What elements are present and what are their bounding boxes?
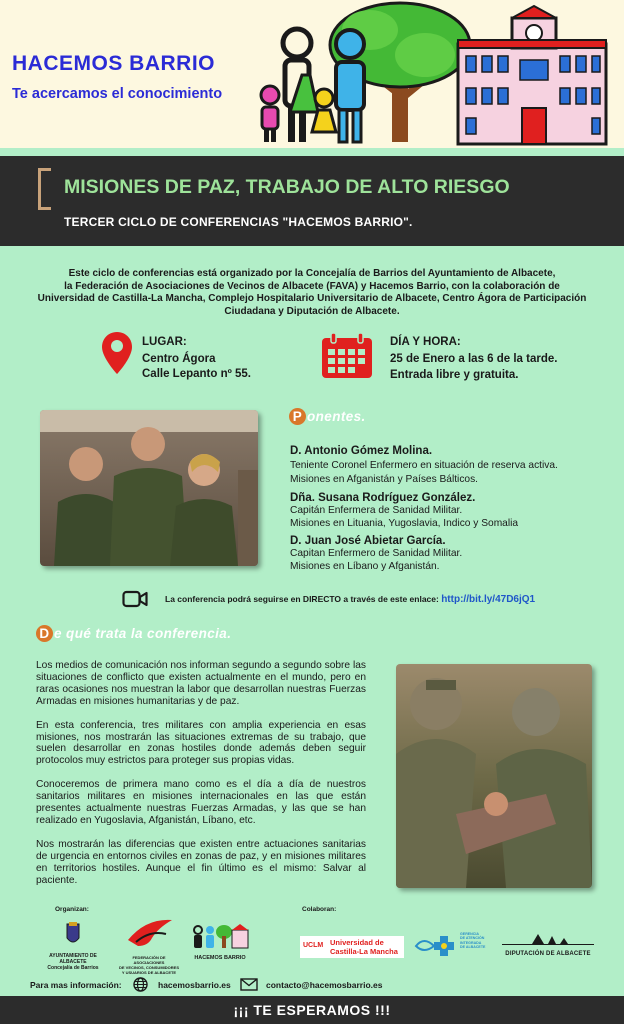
fava-logo bbox=[118, 916, 180, 975]
intro-line: Ciudadana y Diputación de Albacete. bbox=[224, 305, 400, 317]
speaker-missions: Misiones en Lituania, Yugoslavia, Indico y Somalia bbox=[290, 518, 519, 529]
place-address: Calle Lepanto nº 55. bbox=[142, 368, 252, 380]
intro-line: Este ciclo de conferencias está organizado por la Concejalía de Barrios del Ayuntamiento de Albacete, bbox=[68, 268, 556, 279]
envelope-icon bbox=[240, 978, 258, 991]
speaker-role: Capitán Enfermera de Sanidad Militar. bbox=[290, 505, 463, 516]
logo-caption: FEDERACIÓN DE ASOCIACIONES bbox=[132, 955, 166, 965]
gerencia-text: INTEGRADA bbox=[460, 940, 482, 945]
closing-message: ¡¡¡ TE ESPERAMOS !!! bbox=[233, 1002, 391, 1018]
speakers-heading bbox=[289, 408, 366, 425]
video-camera-icon bbox=[122, 590, 148, 608]
uclm-name: Universidad de bbox=[330, 938, 384, 947]
logo-caption: DE VECINOS, CONSUMIDORES Y USUARIOS DE ALBACETE bbox=[118, 965, 179, 975]
header-illustration bbox=[250, 0, 624, 148]
bird-icon bbox=[118, 916, 180, 950]
brand-subtitle: Te acercamos el conocimiento bbox=[12, 86, 223, 102]
logo-caption: AYUNTAMIENTO DE ALBACETE bbox=[49, 953, 97, 965]
diputacion-name: DIPUTACIÓN DE ALBACETE bbox=[505, 951, 591, 957]
speaker-name: Dña. Susana Rodríguez González. bbox=[290, 492, 476, 504]
speaker-missions: Misiones en Líbano y Afganistán. bbox=[290, 561, 440, 572]
diputacion-logo bbox=[502, 932, 594, 957]
logo-caption: Concejalía de Barrios bbox=[47, 965, 99, 971]
gerencia-text: DE ALBACETE bbox=[460, 945, 486, 950]
heading-text: e qué trata la conferencia. bbox=[54, 626, 232, 641]
map-pin-icon bbox=[100, 330, 134, 376]
uclm-logo bbox=[300, 936, 404, 958]
ayuntamiento-logo bbox=[40, 922, 106, 971]
about-paragraph: En esta conferencia, tres militares con amplia experiencia en esas misiones, nos mostrarán las situaciones extremas de su trabajo, que suelen desarrollar en zonas hostiles donde además deben seguir protocolos muy estrictos para proteger sus propias vidas. bbox=[36, 719, 366, 767]
website-link[interactable]: hacemosbarrio.es bbox=[158, 980, 231, 990]
about-paragraph: Conoceremos de primera mano como es el día a día de nuestros sanitarios militares en misiones internacionales en las que están presentes actualmente nuestras Fuerzas Armadas, y las que se han realizado en Yugoslavia, Afganistán, Líbano, etc. bbox=[36, 779, 366, 826]
intro-line: Universidad de Castilla-La Mancha, Complejo Hospitalario Universitario de Albacete, Centro Ágora de Participación bbox=[37, 293, 587, 304]
diputacion-emblem-icon bbox=[502, 932, 594, 946]
event-subtitle: TERCER CICLO DE CONFERENCIAS "HACEMOS BARRIO". bbox=[64, 215, 413, 229]
stream-text: La conferencia podrá seguirse en DIRECTO a través de este enlace: bbox=[165, 594, 442, 604]
intro-line: la Federación de Asociaciones de Vecinos de Albacete (FAVA) y Hacemos Barrio, con la colaboración de bbox=[64, 280, 560, 292]
about-heading bbox=[36, 625, 231, 642]
entry-info: Entrada libre y gratuita. bbox=[390, 369, 519, 381]
collaborators-label: Colaboran: bbox=[302, 906, 337, 913]
date-label: DÍA Y HORA: bbox=[390, 336, 461, 348]
event-title: MISIONES DE PAZ, TRABAJO DE ALTO RIESGO bbox=[64, 176, 510, 198]
speakers-photo bbox=[40, 410, 258, 566]
soldiers-photo bbox=[396, 664, 592, 888]
logo-caption: HACEMOS BARRIO bbox=[194, 955, 246, 961]
place-label: LUGAR: bbox=[142, 336, 187, 348]
health-emblem-icon bbox=[414, 934, 458, 956]
uclm-mark: UCLM bbox=[303, 942, 324, 949]
uclm-name: Castilla-La Mancha bbox=[330, 947, 398, 956]
intro-text bbox=[20, 268, 604, 318]
speaker-missions: Misiones en Afganistán y Países Bálticos. bbox=[290, 474, 479, 485]
hacemos-barrio-logo bbox=[190, 922, 250, 961]
organizers-label: Organizan: bbox=[55, 906, 89, 913]
stream-info bbox=[165, 594, 535, 605]
info-label: Para mas información: bbox=[30, 980, 122, 990]
date-time: 25 de Enero a las 6 de la tarde. bbox=[390, 353, 558, 365]
speaker-name: D. Juan José Abietar García. bbox=[290, 535, 446, 547]
globe-icon bbox=[133, 977, 148, 992]
brand-title: HACEMOS BARRIO bbox=[12, 52, 216, 75]
email-link[interactable]: contacto@hacemosbarrio.es bbox=[266, 980, 383, 990]
coat-of-arms-icon bbox=[40, 922, 106, 948]
about-paragraph: Los medios de comunicación nos informan segundo a segundo sobre las situaciones de conflicto que existen actualmente en el mundo, pero en raras ocasiones nos muestran la labor que desarrollan nuestras Fuerzas Armadas en misiones humanitarias y de paz. bbox=[36, 660, 366, 707]
speaker-name: D. Antonio Gómez Molina. bbox=[290, 445, 433, 457]
gerencia-logo bbox=[414, 930, 494, 960]
gerencia-text: DE ATENCIÓN bbox=[460, 936, 485, 941]
calendar-icon bbox=[320, 332, 374, 380]
gerencia-text: GERENCIA bbox=[460, 932, 479, 936]
title-band bbox=[0, 156, 624, 246]
about-body bbox=[36, 660, 366, 899]
heading-initial: P bbox=[289, 408, 306, 425]
heading-text: onentes. bbox=[307, 409, 366, 424]
speaker-role: Teniente Coronel Enfermero en situación de reserva activa. bbox=[290, 460, 558, 471]
stream-link[interactable]: http://bit.ly/47D6jQ1 bbox=[441, 594, 536, 605]
family-icon bbox=[190, 922, 250, 950]
speaker-role: Capitan Enfermero de Sanidad Militar. bbox=[290, 548, 463, 559]
heading-initial: D bbox=[36, 625, 53, 642]
about-paragraph: Nos mostrarán las diferencias que existen entre actuaciones sanitarias de urgencia en entornos civiles en zonas de paz, y en misiones militares en territorios hostiles. Aunque el fin último es el mismo: Salvar al paciente. bbox=[36, 838, 366, 886]
place-name: Centro Ágora bbox=[142, 353, 216, 365]
bracket-decoration bbox=[38, 168, 51, 210]
